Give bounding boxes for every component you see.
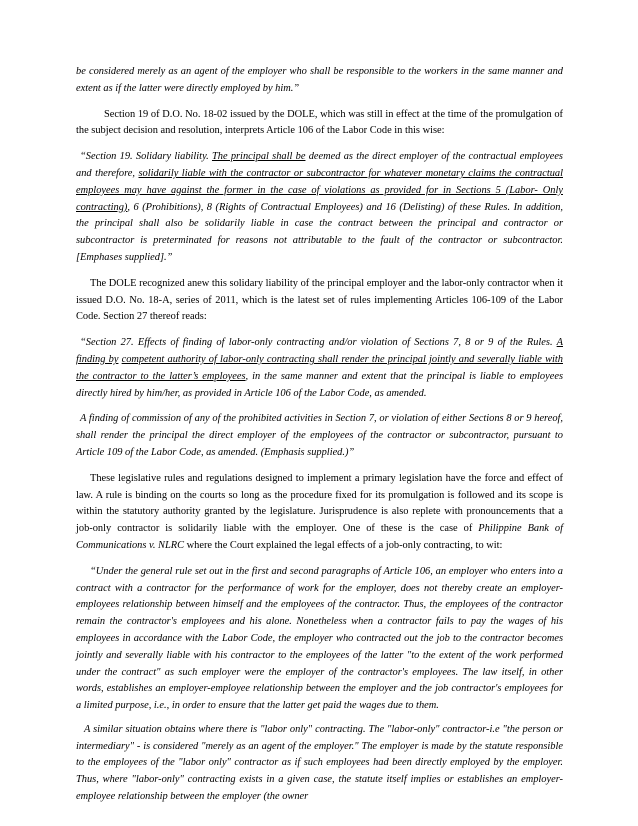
paragraph-text: These legislative rules and regulations designed to implement a primary legislation have the force and effect of law. A rule is binding on the courts so long as the procedure fixed for its promulgation is followed and its scope is within the statutory authority granted by the legislature. Jurisprudence is also replete with pronouncements that a job-only contractor is solidarily liable with the employer. One of these is the case of xyxy=(76,472,563,535)
quote-text: “Section 27. Effects of finding of labor-only contracting and/or violation of Sections 7, 8 or 9 of the Rules. xyxy=(80,337,557,349)
quote-text: “Section 19. Solidary liability. xyxy=(80,151,212,163)
quote-underlined-text: The principal shall be xyxy=(211,151,306,163)
quote-underlined-text: A finding by xyxy=(76,337,563,365)
quote-text: , 6 (Prohibitions), 8 (Rights of Contractual Employees) and 16 (Delisting) of these Rules. In addition, the principal shall also be solidarily liable in case the contract between the principal and contractor or subcontractor is preterminated for reasons not attributable to the fault of the contractor or subcontractor. [Emphases supplied].” xyxy=(76,201,563,263)
paragraph-text: where the Court explained the legal effects of a job-only contracting, to wit: xyxy=(184,539,503,551)
quote-text: “Under the general rule set out in the first and second paragraphs of Article 106, an employer who enters into a contract with a contractor for the performance of work for the employer, does not thereby create an employer-employees relationship between himself and the employees of the contractor. Thus, the employees of the contractor remain the contractor's employees and his alone. Nonetheless when a contractor fails to pay the wages of his employees in accordance with the Labor Code, the employer who contracted out the job to the contractor becomes jointly and severally liable with his contractor to the employees of the latter "to the extent of the work performed under the contract" as such employer were the employer of the contractor's employees. The law itself, in other words, establishes an employer-employee relationship between the employer and the job contractor's employees for a limited purpose, i.e., in order to ensure that the latter get paid the wages due to them. xyxy=(76,565,563,712)
quote-section-19 xyxy=(76,149,563,267)
quote-text: A similar situation obtains where there is "labor only" contracting. The "labor-only" contractor-i.e "the person or intermediary" - is considered "merely as an agent of the employer." The employer is made by the statute responsible to the employees of the "labor only" contractor as if such employees had been directly employed by the employer. Thus, where "labor-only" contracting exists in a given case, the statute itself implies or establishes an employer-employee relationship between the employer (the owner xyxy=(76,723,563,803)
quote-section-27 xyxy=(76,335,563,402)
case-citation: Philippine Bank of Communications v. NLRC xyxy=(76,523,563,551)
quote-underlined-text: solidarily liable with the contractor or subcontractor for whatever monetary claims the contractual employees may have against the former in the case of violations as provided for in Sections 5 (Labor- Only contracting) xyxy=(76,167,563,213)
paragraph-dole-recognized xyxy=(76,276,563,326)
paragraph-text: be considered merely as an agent of the employer who shall be responsible to the workers in the same manner and extent as if the latter were directly employed by him.” xyxy=(76,66,563,94)
quote-text: , in the same manner and extent that the principal is liable to employees directly hired by him/her, as provided in Article 106 of the Labor Code, as amended. xyxy=(76,370,563,399)
quote-underlined-text: competent authority of labor-only contracting shall render the principal jointly and severally liable with the contractor to the latter’s employees xyxy=(76,353,563,382)
document-page xyxy=(76,64,563,806)
paragraph-text: Section 19 of D.O. No. 18-02 issued by the DOLE, which was still in effect at the time of the promulgation of the subject decision and resolution, interprets Article 106 of the Labor Code in this wise: xyxy=(76,108,563,137)
paragraph-continuation-quote xyxy=(76,64,563,98)
quote-general-rule xyxy=(76,564,563,715)
paragraph-text: The DOLE recognized anew this solidary liability of the principal employer and the labor-only contractor when it issued D.O. No. 18-A, series of 2011, which is the latest set of rules implementing Articles 106-109 of the Labor Code. Section 27 thereof reads: xyxy=(76,277,563,323)
quote-similar-situation xyxy=(76,722,563,806)
paragraph-section-19 xyxy=(76,107,563,141)
quote-text: deemed as the direct employer of the contractual employees and therefore, xyxy=(76,151,563,179)
paragraph-legislative-rules xyxy=(76,471,563,555)
quote-finding-of-commission xyxy=(76,411,563,461)
quote-text: A finding of commission of any of the prohibited activities in Section 7, or violation of either Sections 8 or 9 hereof, shall render the principal the direct employer of the employees of the contractor or subcontractor, pursuant to Article 109 of the Labor Code, as amended. (Emphasis supplied.)” xyxy=(76,413,563,458)
